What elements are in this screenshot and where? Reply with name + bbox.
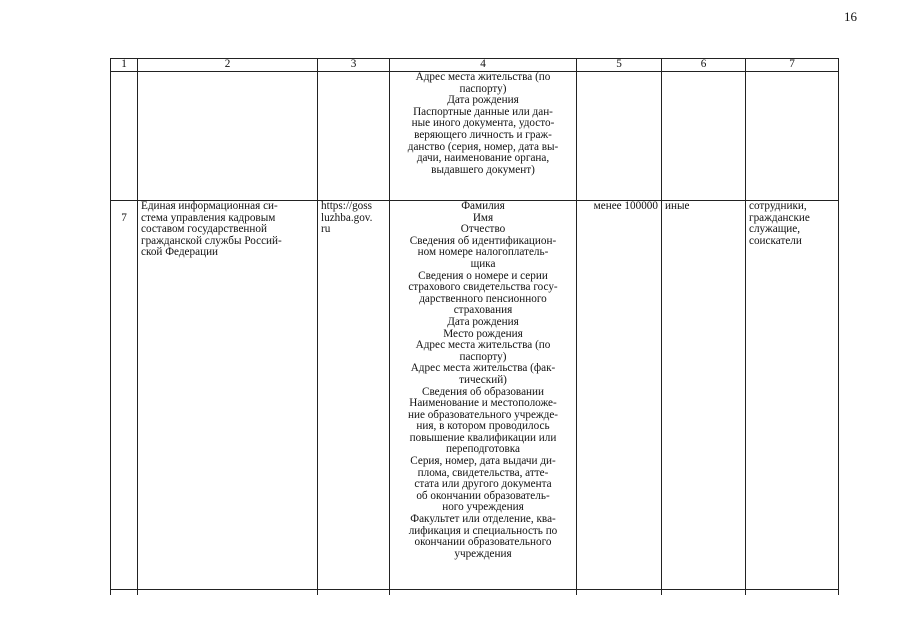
- text-line: щика: [470, 257, 496, 270]
- column-header: 6: [662, 59, 746, 72]
- text-line: Серия, номер, дата выдачи ди-: [410, 455, 556, 468]
- text-line: окончании образовательного: [414, 536, 552, 549]
- volume-cell: менее 100000: [577, 201, 662, 596]
- text-line: Адрес места жительства (по: [415, 339, 551, 352]
- text-line: ном номере налогоплатель-: [417, 246, 549, 259]
- text-line: Паспортные данные или дан-: [413, 105, 553, 118]
- text-line: паспорту): [459, 350, 507, 363]
- system-name-cell: [138, 201, 318, 596]
- text-line: ния, в котором проводилось: [416, 420, 550, 433]
- personal-data-cell: [390, 201, 577, 596]
- text-line: выдавшего документ): [431, 163, 535, 176]
- text-line: веряющего личность и граж-: [414, 128, 552, 141]
- column-header: 4: [390, 59, 577, 72]
- text-line: соискатели: [749, 234, 802, 247]
- url-line: ru: [321, 223, 331, 236]
- empty-cell: [318, 72, 390, 201]
- text-line: стата или другого документа: [414, 478, 552, 491]
- text-line: учреждения: [454, 547, 512, 560]
- text-line: Имя: [472, 211, 494, 224]
- text-line: страхования: [453, 304, 513, 317]
- text-line: Наименование и местоположе-: [409, 397, 557, 410]
- text-line: гражданские: [749, 211, 810, 224]
- column-header: 2: [138, 59, 318, 72]
- page-number: 16: [844, 9, 857, 24]
- text-line: данство (серия, номер, дата вы-: [407, 140, 559, 153]
- text-line: плома, свидетельства, атте-: [417, 466, 549, 479]
- text-line: Единая информационная си-: [141, 200, 278, 212]
- text-line: Дата рождения: [447, 315, 519, 328]
- column-header: 7: [746, 59, 839, 72]
- url-line: luzhba.gov.: [321, 211, 373, 224]
- text-line: составом государственной: [141, 223, 267, 236]
- empty-cell: [746, 72, 839, 201]
- empty-cell: [577, 72, 662, 201]
- text-line: сотрудники,: [749, 200, 807, 212]
- empty-cell: [138, 72, 318, 201]
- empty-cell: [662, 72, 746, 201]
- continuation-row: [111, 72, 839, 201]
- text-line: переподготовка: [445, 443, 521, 456]
- url-cell: [318, 201, 390, 596]
- text-line: повышение квалификации или: [409, 431, 557, 444]
- text-line: ние образовательного учрежде-: [407, 408, 559, 421]
- text-line: лификация и специальность по: [408, 524, 558, 537]
- text-line: Сведения о номере и серии: [418, 269, 548, 282]
- data-table: [110, 58, 839, 595]
- column-header: 3: [318, 59, 390, 72]
- personal-data-continuation-cell: [390, 72, 577, 201]
- text-line: Отчество: [460, 223, 506, 236]
- text-line: дарственного пенсионного: [419, 292, 547, 305]
- text-line: ного учреждения: [442, 501, 524, 514]
- row-number-cell: [111, 201, 138, 596]
- text-line: Адрес места жительства (фак-: [410, 362, 556, 375]
- text-line: служащие,: [749, 223, 801, 236]
- text-line: страхового свидетельства госу-: [408, 281, 558, 294]
- text-line: об окончании образователь-: [416, 489, 550, 502]
- column-header: 1: [111, 59, 138, 72]
- text-line: паспорту): [459, 82, 507, 95]
- text-line: Факультет или отделение, ква-: [410, 513, 556, 526]
- table-bottom-border: [110, 589, 838, 590]
- row-number: 7: [121, 212, 127, 224]
- text-line: Место рождения: [443, 327, 523, 340]
- text-line: дачи, наименование органа,: [416, 152, 550, 165]
- text-line: Дата рождения: [447, 94, 519, 107]
- url-line: https://goss: [321, 200, 372, 212]
- text-line: ные иного документа, удосто-: [411, 117, 555, 130]
- text-line: тический): [459, 373, 507, 386]
- text-line: Сведения об образовании: [421, 385, 544, 398]
- empty-cell: [111, 72, 138, 201]
- text-line: гражданской службы Россий-: [141, 234, 282, 247]
- subjects-cell: [746, 201, 839, 596]
- category-cell: иные: [662, 201, 746, 596]
- column-numbers-row: [111, 59, 839, 72]
- text-line: ской Федерации: [141, 246, 219, 259]
- column-header: 5: [577, 59, 662, 72]
- table-row: [111, 201, 839, 596]
- text-line: Фамилия: [461, 200, 505, 212]
- text-line: Сведения об идентификацион-: [409, 234, 557, 247]
- text-line: Адрес места жительства (по: [415, 71, 551, 83]
- text-line: стема управления кадровым: [141, 211, 276, 224]
